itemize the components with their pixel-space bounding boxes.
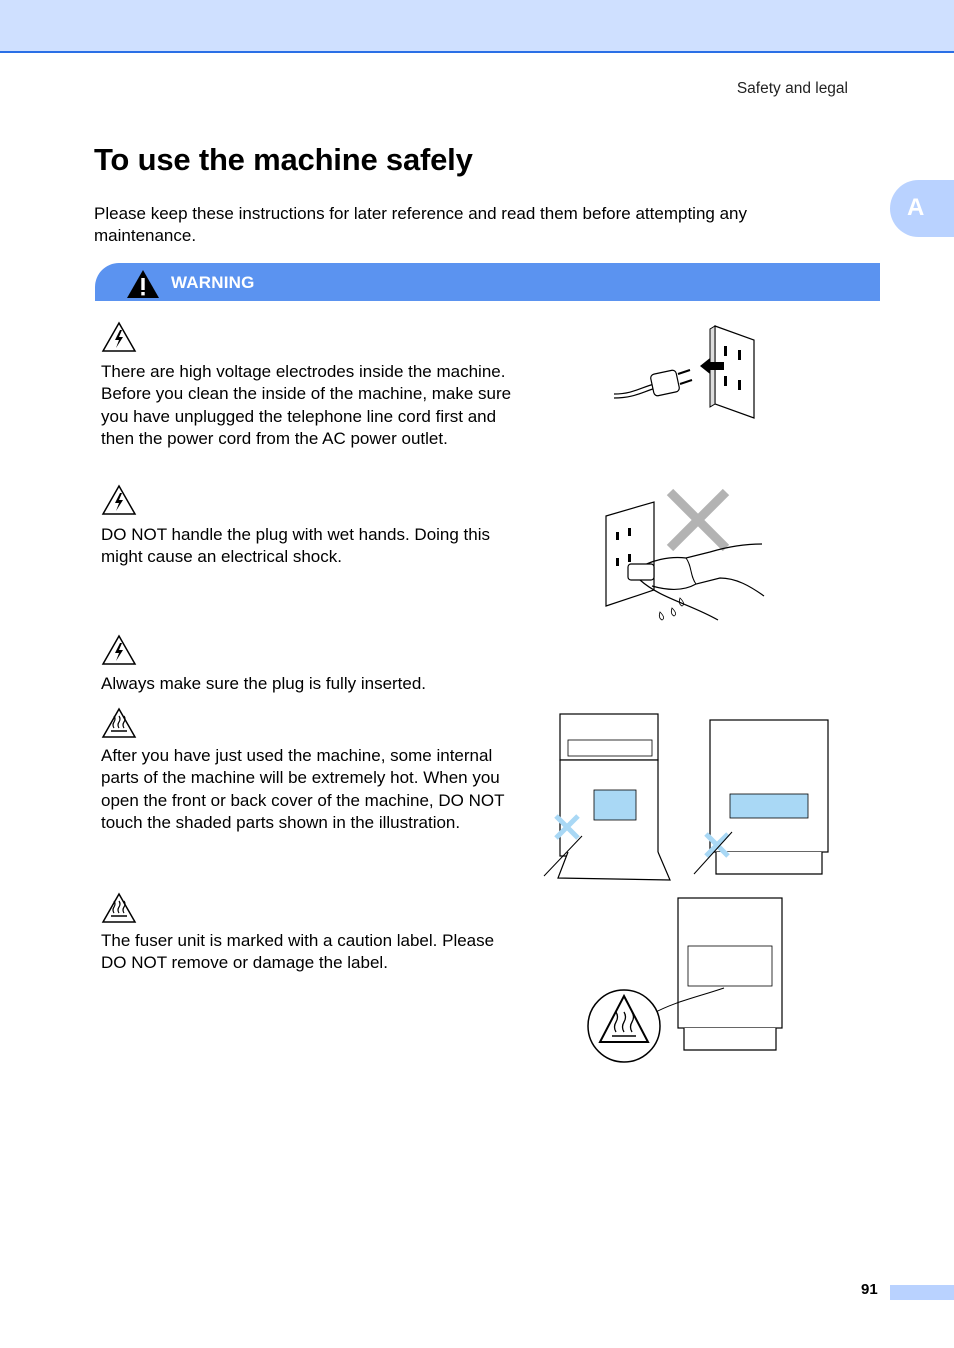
warning-banner xyxy=(95,263,880,301)
intro-paragraph: Please keep these instructions for later reference and read them before attempting any maintenance. xyxy=(94,204,747,245)
hot-parts-illustration xyxy=(538,708,838,888)
chapter-tab-letter: A xyxy=(907,194,925,221)
electric-shock-icon xyxy=(101,634,137,666)
page-number: 91 xyxy=(861,1281,878,1298)
chapter-tab xyxy=(890,180,954,237)
item-text: Always make sure the plug is fully inserted. xyxy=(101,674,427,693)
footer-tab xyxy=(890,1285,954,1300)
hot-surface-icon xyxy=(101,707,137,739)
warning-triangle-icon xyxy=(125,268,161,300)
electric-shock-icon xyxy=(101,484,137,516)
top-header-band xyxy=(0,0,954,53)
item-text: The fuser unit is marked with a caution label. Please DO NOT remove or damage the label. xyxy=(101,931,495,973)
wet-hands-illustration xyxy=(600,486,770,626)
fuser-caution-label-illustration xyxy=(584,894,788,1066)
electric-shock-icon xyxy=(101,321,137,353)
item-text: DO NOT handle the plug with wet hands. Doing this might cause an electrical shock. xyxy=(101,525,491,567)
unplug-illustration xyxy=(612,322,762,422)
item-text: After you have just used the machine, some internal parts of the machine will be extremely hot. When you open the front or back cover of the machine, DO NOT touch the shaded parts shown in the illustration. xyxy=(101,746,505,832)
running-header: Safety and legal xyxy=(736,80,848,97)
warning-label: WARNING xyxy=(171,273,255,292)
item-text: There are high voltage electrodes inside the machine. Before you clean the inside of the machine, make sure you have unplugged the telephone line cord first and then the power cord from the AC power outlet. xyxy=(101,362,512,448)
hot-surface-icon xyxy=(101,892,137,924)
page-title: To use the machine safely xyxy=(94,142,473,177)
